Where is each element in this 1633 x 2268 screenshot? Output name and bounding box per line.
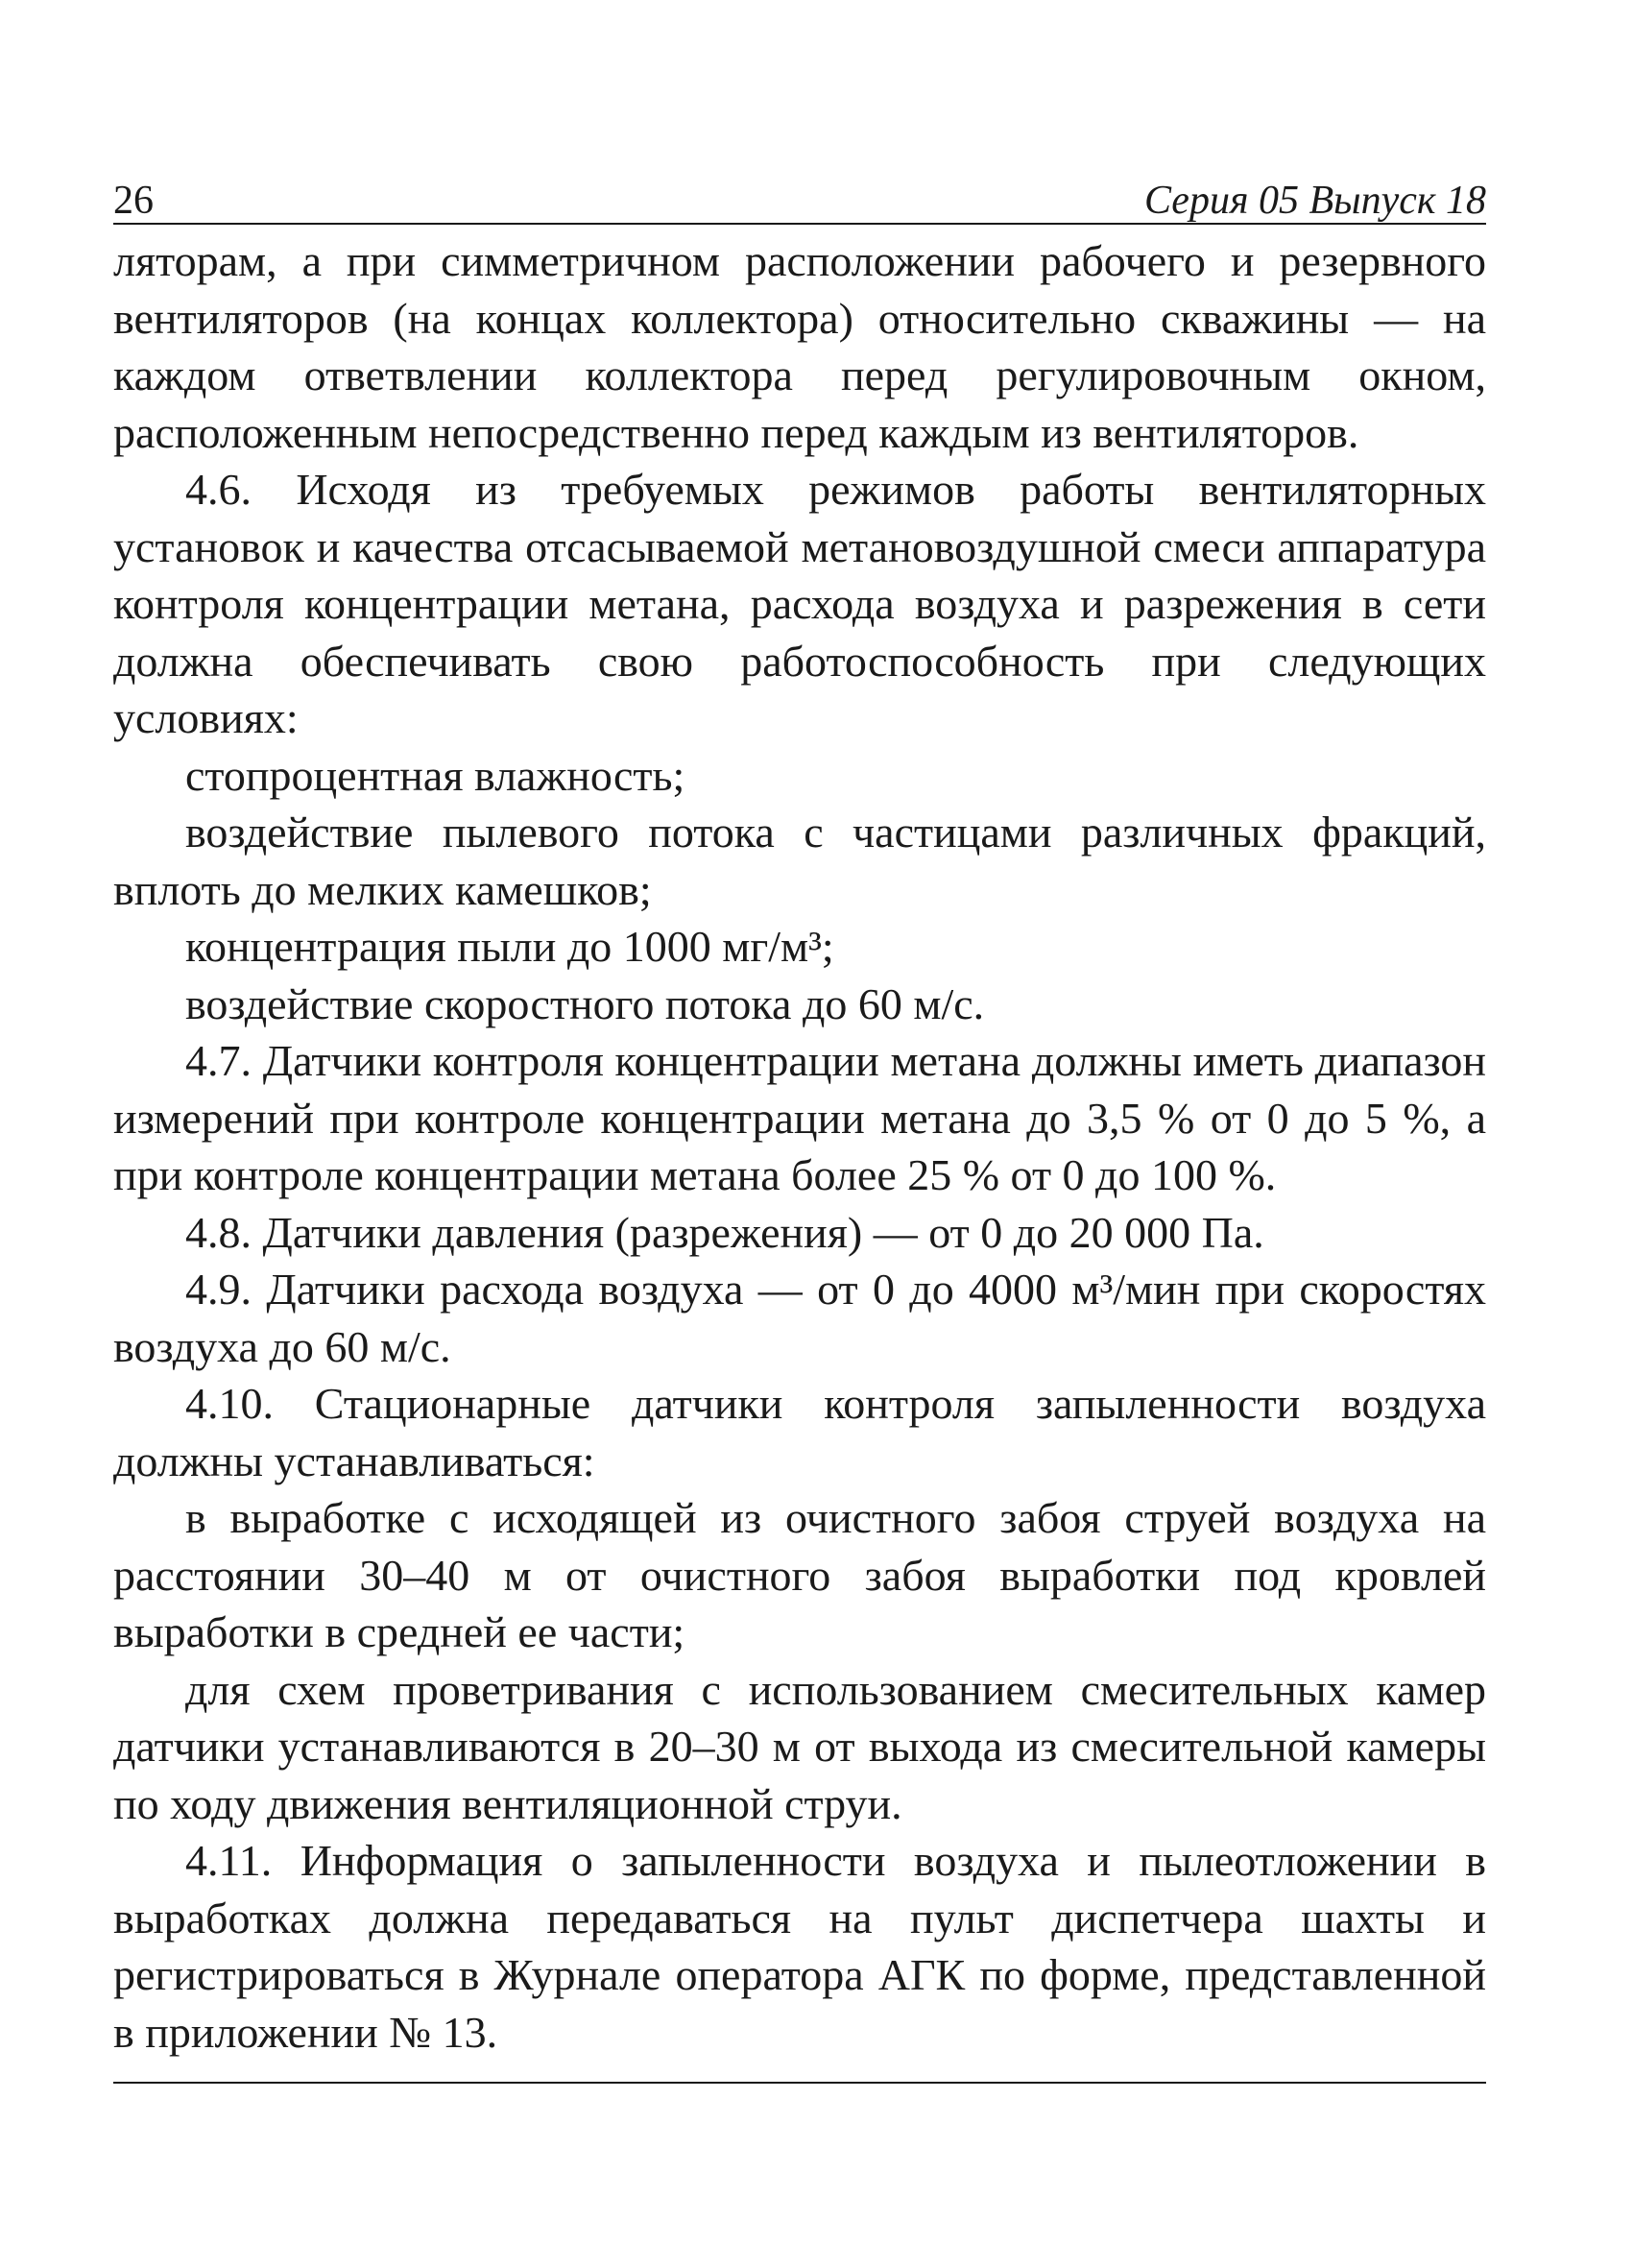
paragraph-4-9: 4.9. Датчики расхода воздуха — от 0 до 4000 м³/мин при скоростях воздуха до 60 м/с. bbox=[113, 1265, 1486, 1371]
paragraph-4-6: 4.6. Исходя из требуемых режимов работы вентиляторных установок и качества отсасываемой метановоздушной смеси аппаратура контроля концентрации метана, расхода воздуха и разрежения в сети должна обеспечивать свою работоспособность при следующих условиях: bbox=[113, 465, 1486, 742]
page-body bbox=[113, 232, 1486, 2061]
page-header bbox=[113, 179, 1486, 225]
list-item-humidity: стопроцентная влажность; bbox=[185, 750, 685, 800]
paragraph-4-7: 4.7. Датчики контроля концентрации метана должны иметь диапазон измерений при контроле концентрации метана до 3,5 % от 0 до 5 %, а при контроле концентрации метана более 25 % от 0 до 100 %. bbox=[113, 1036, 1486, 1199]
paragraph-4-8: 4.8. Датчики давления (разрежения) — от 0 до 20 000 Па. bbox=[185, 1207, 1264, 1257]
list-item-mixing-chambers: для схем проветривания с использованием смесительных камер датчики устанавливаются в 20–30 м от выхода из смесительной камеры по ходу движения вентиляционной струи. bbox=[113, 1664, 1486, 1828]
page-number: 26 bbox=[113, 179, 154, 223]
list-item-speed-flow: воздействие скоростного потока до 60 м/с. bbox=[185, 978, 985, 1028]
list-item-outgoing-stream: в выработке с исходящей из очистного забоя струей воздуха на расстоянии 30–40 м от очистного забоя выработки под кровлей выработки в средней ее части; bbox=[113, 1493, 1486, 1656]
paragraph-continuation: ляторам, а при симметричном расположении рабочего и резервного вентиляторов (на концах коллектора) относительно скважины — на каждом ответвлении коллектора перед регулировочным окном, расположенным непосредственно перед каждым из вентиляторов. bbox=[113, 236, 1486, 457]
running-head: Серия 05 Выпуск 18 bbox=[1144, 179, 1486, 223]
paragraph-4-11: 4.11. Информация о запыленности воздуха и пылеотложении в выработках должна передаваться на пульт диспетчера шахты и регистрироваться в Журнале оператора АГК по форме, представленной в приложении № 13. bbox=[113, 1836, 1486, 2057]
list-item-dust-concentration: концентрация пыли до 1000 мг/м³; bbox=[185, 922, 834, 971]
list-item-dust-flow: воздействие пылевого потока с частицами различных фракций, вплоть до мелких камешков; bbox=[113, 808, 1486, 914]
document-page bbox=[113, 179, 1486, 2084]
paragraph-4-10: 4.10. Стационарные датчики контроля запыленности воздуха должны устанавливаться: bbox=[113, 1379, 1486, 1485]
footer-rule bbox=[113, 2082, 1486, 2084]
